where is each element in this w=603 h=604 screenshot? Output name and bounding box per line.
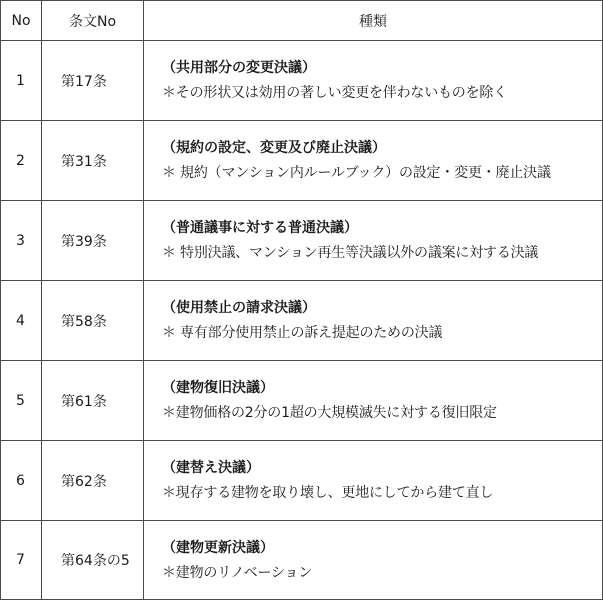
table-row [1, 521, 603, 600]
table-row [1, 361, 603, 441]
resolution-title: （建替え決議） [162, 460, 260, 476]
resolution-description: ＊建物のリノベーション [162, 564, 313, 581]
row-no: 4 [1, 281, 42, 361]
resolution-description: ＊ 特別決議、マンション再生等決議以外の議案に対する決議 [162, 245, 539, 261]
resolution-title: （使用禁止の請求決議） [162, 300, 316, 316]
row-article: 第64条の5 [42, 521, 144, 600]
row-no: 3 [1, 201, 42, 281]
table-row [1, 281, 603, 361]
table-row [1, 121, 603, 201]
row-type [144, 281, 603, 361]
row-article: 第61条 [42, 361, 144, 441]
resolution-title: （規約の設定、変更及び廃止決議） [162, 140, 386, 156]
resolution-description: ＊建物価格の2分の1超の大規模滅失に対する復旧限定 [162, 405, 497, 421]
resolution-description: ＊現存する建物を取り壊し、更地にしてから建て直し [162, 485, 494, 501]
table-row [1, 41, 603, 121]
resolution-title: （普通議事に対する普通決議） [162, 220, 358, 236]
row-type [144, 521, 603, 600]
row-type [144, 121, 603, 201]
header-no: No [1, 1, 42, 41]
resolution-title: （建物復旧決議） [162, 380, 274, 396]
resolution-title: （共用部分の変更決議） [162, 60, 316, 76]
row-type [144, 201, 603, 281]
resolution-description: ＊ 規約（マンション内ルールブック）の設定・変更・廃止決議 [162, 165, 551, 181]
row-article: 第39条 [42, 201, 144, 281]
row-article: 第31条 [42, 121, 144, 201]
row-no: 7 [1, 521, 42, 600]
table-row [1, 201, 603, 281]
row-article: 第62条 [42, 441, 144, 521]
row-no: 2 [1, 121, 42, 201]
row-article: 第58条 [42, 281, 144, 361]
header-row [1, 1, 603, 41]
resolution-description: ＊ 専有部分使用禁止の訴え提起のための決議 [162, 325, 443, 341]
header-article: 条文No [42, 1, 144, 41]
resolution-title: （建物更新決議） [162, 539, 274, 556]
row-type [144, 441, 603, 521]
row-no: 6 [1, 441, 42, 521]
table-row [1, 441, 603, 521]
row-no: 1 [1, 41, 42, 121]
resolution-description: ＊その形状又は効用の著しい変更を伴わないものを除く [162, 85, 507, 101]
header-type: 種類 [144, 1, 603, 41]
row-article: 第17条 [42, 41, 144, 121]
row-no: 5 [1, 361, 42, 441]
row-type [144, 41, 603, 121]
row-type [144, 361, 603, 441]
